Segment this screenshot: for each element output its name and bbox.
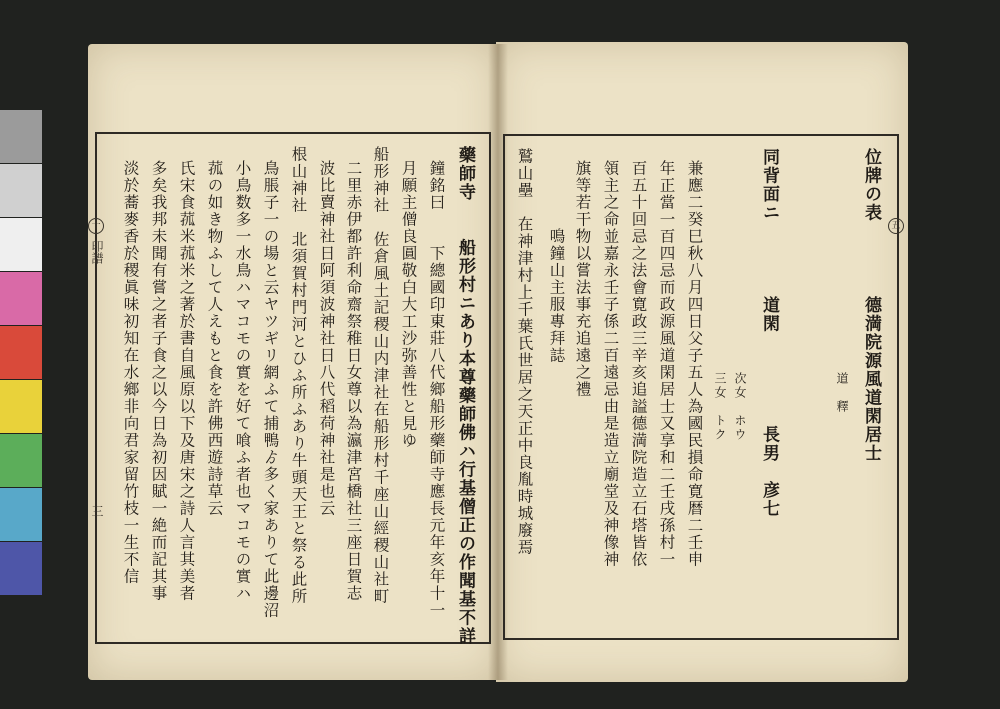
swatch-magenta xyxy=(0,272,42,325)
swatch-white xyxy=(0,218,42,271)
text-column: 船形神社 佐倉風土記稷山内津社在船形村千座山經稷山社町 xyxy=(371,146,390,605)
text-column: 三女 トク xyxy=(713,148,727,442)
left-side-number: 十 xyxy=(88,218,104,234)
swatch-green xyxy=(0,434,42,487)
text-column: 年正當一百四忌而政源風道閑居士又享和二壬戌孫村一 xyxy=(657,160,676,568)
right-side-number: 五 xyxy=(888,218,904,234)
text-column: 兼應二癸巳秋八月四日父子五人為國民損命寛暦二壬申 xyxy=(685,160,704,568)
text-column: 鐘銘曰 下總國印東莊八代鄉船形藥師寺應長元年亥年十一 xyxy=(427,160,446,619)
left-side-label: 印譜 xyxy=(90,240,104,264)
text-column: 菰の如き物ふして人えもと食を許佛西遊詩草云 xyxy=(205,160,224,517)
text-column: 鷲山壘 在神津村上千葉氏世居之天正中良胤時城廢焉 xyxy=(515,148,534,556)
text-column: 百五十回忌之法會寛政三辛亥追謚德満院造立石塔皆依 xyxy=(629,160,648,568)
swatch-gray xyxy=(0,110,42,163)
text-column: 多矣我邦未聞有嘗之者子食之以今日為初因賦一絶而記其事 xyxy=(149,160,168,602)
color-calibration-strip xyxy=(0,110,42,600)
text-column: 月願主僧良圓敬白大工沙弥善性と見ゆ xyxy=(399,160,418,449)
text-column: 同背面ニ 道閑 長男 彦七 xyxy=(759,148,779,518)
text-column: 根山神社 北須賀村門河とひふ所ふあり牛頭天王と祭る此所 xyxy=(289,146,308,605)
text-column: 二里赤伊都許利命齋祭稚日女尊以為瀛津宮橋社三座日賀志 xyxy=(344,160,363,602)
text-column: 淡於蕎麥香於稷眞味初知在水鄉非向君家留竹枝一生不信 xyxy=(121,160,140,585)
text-column: 波比賣神社日阿須波神社日八代稻荷神社是也云 xyxy=(317,160,336,517)
swatch-red xyxy=(0,326,42,379)
text-column: 小鳥数多一水鳥ハマコモの實を好て喰ふ者也マコモの實ハ xyxy=(233,160,252,602)
text-column: 鳴鐘山主服專拜誌 xyxy=(547,160,566,364)
text-column: 藥師寺 船形村ニあり本尊藥師佛ハ行基僧正の作聞基不詳 xyxy=(455,146,475,646)
swatch-cyan xyxy=(0,488,42,541)
text-column: 次女 ホウ xyxy=(733,148,747,442)
text-column: 位牌の表 德満院源風道閑居士 xyxy=(861,148,881,463)
swatch-blue xyxy=(0,542,42,595)
swatch-lightgray xyxy=(0,164,42,217)
text-column: 氏宋食菰米菰米之著於書自風原以下及唐宋之詩人言其美者 xyxy=(177,160,196,602)
text-column: 領主之命並嘉永壬子係二百遠忌由是造立廟堂及神像神 xyxy=(601,160,620,568)
left-folio-number: 三 xyxy=(90,505,104,517)
swatch-yellow xyxy=(0,380,42,433)
text-column: 鳥脹子一の場と云ヤツギリ網ふて捕鴨ゟ多く家ありて此邊沼 xyxy=(261,160,280,619)
text-column: 道 釋 xyxy=(835,148,849,414)
text-column: 旗等若干物以嘗法事充追遠之禮 xyxy=(573,160,592,398)
